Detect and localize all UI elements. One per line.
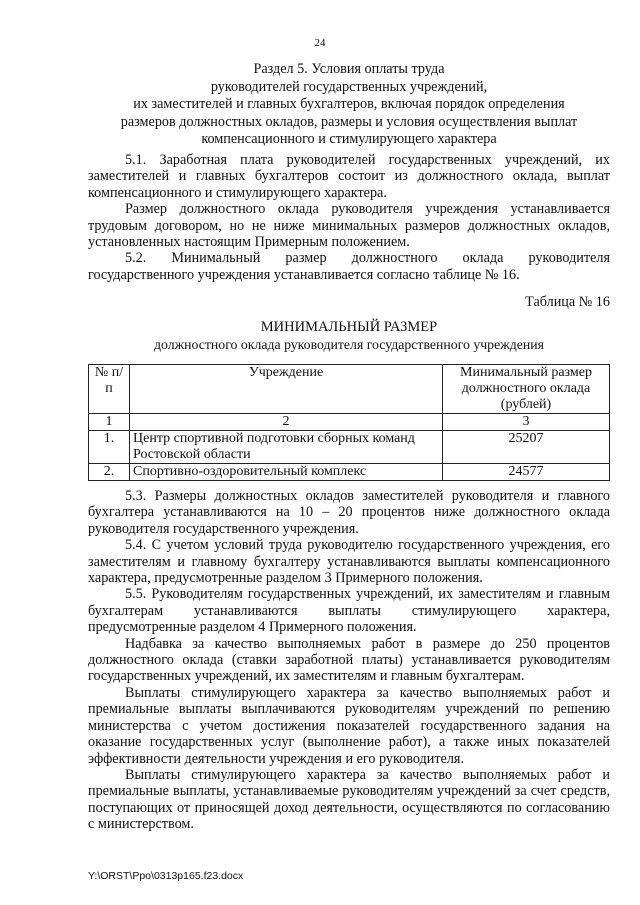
header-institution: Учреждение <box>130 365 443 414</box>
table-title-block <box>88 318 610 354</box>
paragraph-stimulus-ministry: Выплаты стимулирующего характера за качество выполняемых работ и премиальные выплаты выплачиваются руководителям учреждений по решению министерства с учетом достижения показателей государственного задания на оказание государственных услуг (выполнение работ), а также иных показателей эффективности деятельности учреждения и его руководителя. <box>88 684 610 767</box>
page-number: 24 <box>314 37 326 49</box>
paragraph-5-1: 5.1. Заработная плата руководителей государственных учреждений, их заместителей и главных бухгалтеров состоит из должностного оклада, выплат компенсационного и стимулирующего характера. <box>88 152 610 201</box>
row-institution: Спортивно-оздоровительный комплекс <box>130 464 443 481</box>
section-heading-line: Раздел 5. Условия оплаты труда <box>253 61 445 77</box>
row-number: 2. <box>89 464 130 481</box>
table-number: Таблица № 16 <box>525 294 610 310</box>
paragraph-salary-size: Размер должностного оклада руководителя учреждения устанавливается трудовым договором, но не ниже минимальных размеров должностных окладов, установленных настоящим Примерным положением. <box>88 201 610 251</box>
table-title: МИНИМАЛЬНЫЙ РАЗМЕР <box>260 319 438 335</box>
table-index-row <box>89 414 610 431</box>
header-number: № п/п <box>89 365 130 414</box>
paragraph-5-5: 5.5. Руководителям государственных учреждений, их заместителям и главным бухгалтерам устанавливаются выплаты стимулирующего характера, предусмотренные разделом 4 Примерного положения. <box>88 586 610 636</box>
section-heading-line: их заместителей и главных бухгалтеров, включая порядок определения <box>133 96 565 113</box>
header-min-salary: Минимальный размер должностного оклада (рублей) <box>443 365 610 414</box>
section-heading-line: компенсационного и стимулирующего характера <box>201 131 497 148</box>
index-cell: 1 <box>89 414 130 431</box>
salary-table <box>88 364 610 481</box>
intro-text <box>88 152 610 283</box>
table-row <box>89 464 610 481</box>
row-institution: Центр спортивной подготовки сборных команд Ростовской области <box>130 431 443 464</box>
index-cell: 2 <box>130 414 443 431</box>
section-heading <box>88 61 610 149</box>
paragraph-5-2: 5.2. Минимальный размер должностного оклада руководителя государственного учреждения устанавливается согласно таблице № 16. <box>88 250 610 283</box>
section-heading-line: размеров должностных окладов, размеры и условия осуществления выплат <box>120 113 578 130</box>
paragraph-stimulus-income: Выплаты стимулирующего характера за качество выполняемых работ и премиальные выплаты, устанавливаемые руководителям учреждений за счет средств, поступающих от приносящей доход деятельности, осуществляются по согласованию с министерством. <box>88 766 610 833</box>
paragraph-quality-bonus: Надбавка за качество выполняемых работ в размере до 250 процентов должностного оклада (ставки заработной платы) устанавливается руководителям государственных учреждений, их заместителям и главным бухгалтерам. <box>88 635 610 685</box>
section-heading-line: руководителей государственных учреждений, <box>210 78 488 95</box>
index-cell: 3 <box>443 414 610 431</box>
body-text <box>88 488 610 833</box>
paragraph-5-3: 5.3. Размеры должностных окладов заместителей руководителя и главного бухгалтера устанавливаются на 10 – 20 процентов ниже должностного оклада руководителя государственного учреждения. <box>88 488 610 537</box>
file-path-footer: Y:\ORST\Ppo\0313p165.f23.docx <box>88 870 244 882</box>
table-header-row <box>89 365 610 414</box>
row-number: 1. <box>89 431 130 464</box>
row-salary: 24577 <box>443 464 610 481</box>
table-subtitle: должностного оклада руководителя государственного учреждения <box>153 337 544 352</box>
table-row <box>89 431 610 464</box>
row-salary: 25207 <box>443 431 610 464</box>
paragraph-5-4: 5.4. С учетом условий труда руководителю государственного учреждения, его заместителям и главному бухгалтеру устанавливаются выплаты компенсационного характера, предусмотренные разделом 3 Примерного положения. <box>88 537 610 587</box>
